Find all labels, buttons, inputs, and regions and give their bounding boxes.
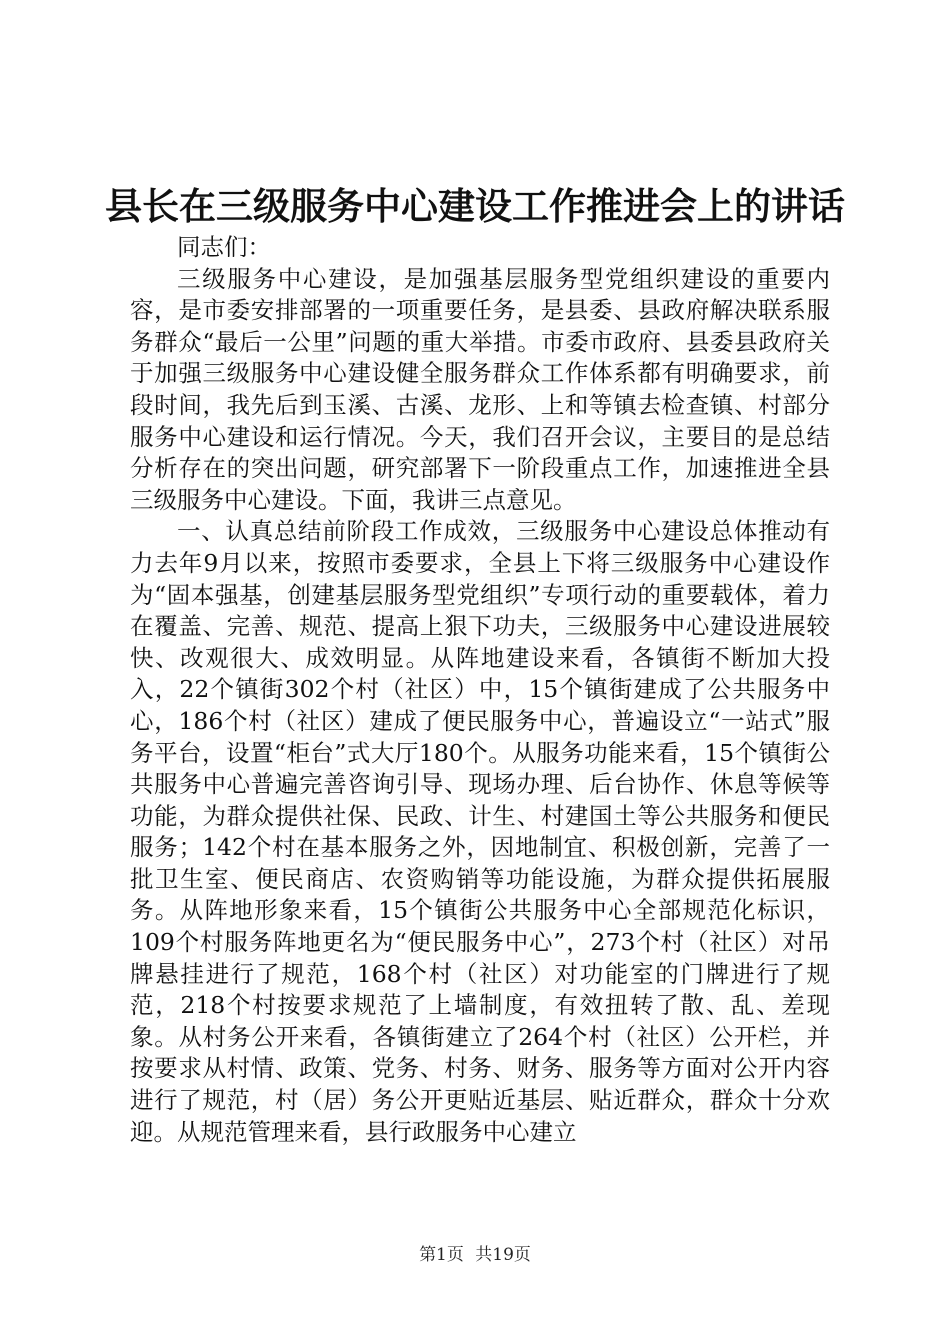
intro-paragraph: 三级服务中心建设，是加强基层服务型党组织建设的重要内容，是市委安排部署的一项重要任务，是县委、县政府解决联系服务群众“最后一公里”问题的重大举措。市委市政府、县委县政府关于加强三级服务中心建设健全服务群众工作体系都有明确要求，前段时间，我先后到玉溪、古溪、龙形、上和等镇去检查镇、村部分服务中心建设和运行情况。今天，我们召开会议，主要目的是总结分析存在的突出问题，研究部署下一阶段重点工作，加速推进全县三级服务中心建设。下面，我讲三点意见。 [130, 264, 830, 514]
page-footer [0, 1244, 950, 1266]
document-body [130, 232, 830, 1148]
document-title: 县长在三级服务中心建设工作推进会上的讲话 [105, 184, 845, 228]
section-one-paragraph: 一、认真总结前阶段工作成效，三级服务中心建设总体推动有力去年9月以来，按照市委要求，全县上下将三级服务中心建设作为“固本强基，创建基层服务型党组织”专项行动的重要载体，着力在覆盖、完善、规范、提高上狠下功夫，三级服务中心建设进展较快、改观很大、成效明显。从阵地建设来看，各镇街不断加大投入，22个镇街302个村（社区）中，15个镇街建成了公共服务中心，186个村（社区）建成了便民服务中心，普遍设立“一站式”服务平台，设置“柜台”式大厅180个。从服务功能来看，15个镇街公共服务中心普遍完善咨询引导、现场办理、后台协作、休息等候等功能，为群众提供社保、民政、计生、村建国土等公共服务和便民服务；142个村在基本服务之外，因地制宜、积极创新，完善了一批卫生室、便民商店、农资购销等功能设施，为群众提供拓展服务。从阵地形象来看，15个镇街公共服务中心全部规范化标识，109个村服务阵地更名为“便民服务中心”，273个村（社区）对吊牌悬挂进行了规范，168个村（社区）对功能室的门牌进行了规范，218个村按要求规范了上墙制度，有效扭转了散、乱、差现象。从村务公开来看，各镇街建立了264个村（社区）公开栏，并按要求从村情、政策、党务、村务、财务、服务等方面对公开内容进行了规范，村（居）务公开更贴近基层、贴近群众，群众十分欢迎。从规范管理来看，县行政服务中心建立 [130, 517, 830, 1146]
page-total: 共19页 [475, 1245, 531, 1265]
salutation-paragraph: 同志们： [177, 233, 271, 261]
page-number: 第1页 [419, 1245, 464, 1265]
